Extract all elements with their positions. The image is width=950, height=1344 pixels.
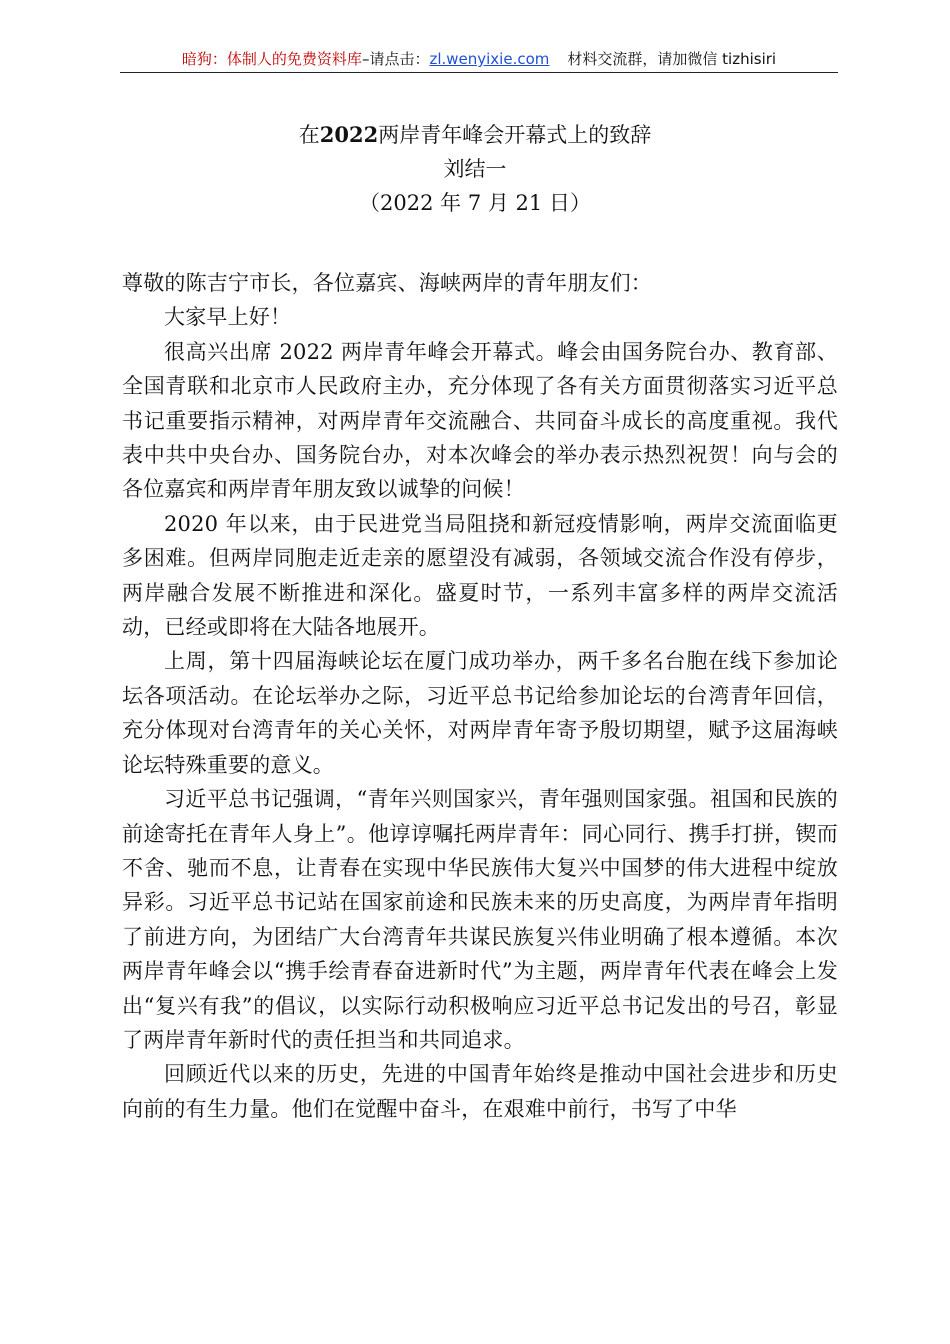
paragraph-1: 很高兴出席 2022 两岸青年峰会开幕式。峰会由国务院台办、教育部、全国青联和北京市人民政府主办，充分体现了各有关方面贯彻落实习近平总书记重要指示精神，对两岸青年交流融合、共同奋斗成长的高度重视。我代表中共中央台办、国务院台办，对本次峰会的举办表示热烈祝贺！向与会的各位嘉宾和两岸青年朋友致以诚挚的问候！	[122, 339, 838, 502]
header-brand: 暗狗：体制人的免费资料库	[181, 50, 362, 68]
document-body	[122, 266, 838, 1126]
document-title	[0, 118, 950, 152]
title-prefix: 在	[298, 123, 320, 147]
page-header	[120, 46, 838, 73]
salutation: 尊敬的陈吉宁市长，各位嘉宾、海峡两岸的青年朋友们：	[122, 271, 652, 295]
document-title-block	[0, 118, 950, 220]
document-author: 刘结一	[443, 157, 507, 181]
paragraph-3: 上周，第十四届海峡论坛在厦门成功举办，两千多名台胞在线下参加论坛各项活动。在论坛举办之际，习近平总书记给参加论坛的台湾青年回信，充分体现对台湾青年的关心关怀，对两岸青年寄予殷切期望，赋予这届海峡论坛特殊重要的意义。	[122, 649, 838, 777]
paragraph-2: 2020 年以来，由于民进党当局阻挠和新冠疫情影响，两岸交流面临更多困难。但两岸同胞走近走亲的愿望没有减弱，各领域交流合作没有停步，两岸融合发展不断推进和深化。盛夏时节，一系列丰富多样的两岸交流活动，已经或即将在大陆各地展开。	[122, 511, 838, 640]
title-year: 2022	[319, 122, 379, 147]
header-link[interactable]: zl.wenyixie.com	[429, 50, 550, 68]
document-date: （2022 年 7 月 21 日）	[359, 191, 591, 215]
greeting: 大家早上好！	[164, 305, 292, 330]
title-suffix: 两岸青年峰会开幕式上的致辞	[378, 123, 652, 147]
header-wechat: 材料交流群，请加微信 tizhisiri	[567, 50, 777, 68]
header-prompt: –请点击：	[361, 50, 430, 68]
paragraph-4: 习近平总书记强调，“青年兴则国家兴，青年强则国家强。祖国和民族的前途寄托在青年人身上”。他谆谆嘱托两岸青年：同心同行、携手打拼，锲而不舍、驰而不息，让青春在实现中华民族伟大复兴中国梦的伟大进程中绽放异彩。习近平总书记站在国家前途和民族未来的历史高度，为两岸青年指明了前进方向，为团结广大台湾青年共谋民族复兴伟业明确了根本遵循。本次两岸青年峰会以“携手绘青春奋进新时代”为主题，两岸青年代表在峰会上发出“复兴有我”的倡议，以实际行动积极响应习近平总书记发出的号召，彰显了两岸青年新时代的责任担当和共同追求。	[122, 787, 838, 1052]
paragraph-5: 回顾近代以来的历史，先进的中国青年始终是推动中国社会进步和历史向前的有生力量。他们在觉醒中奋斗，在艰难中前行，书写了中华	[122, 1062, 838, 1121]
